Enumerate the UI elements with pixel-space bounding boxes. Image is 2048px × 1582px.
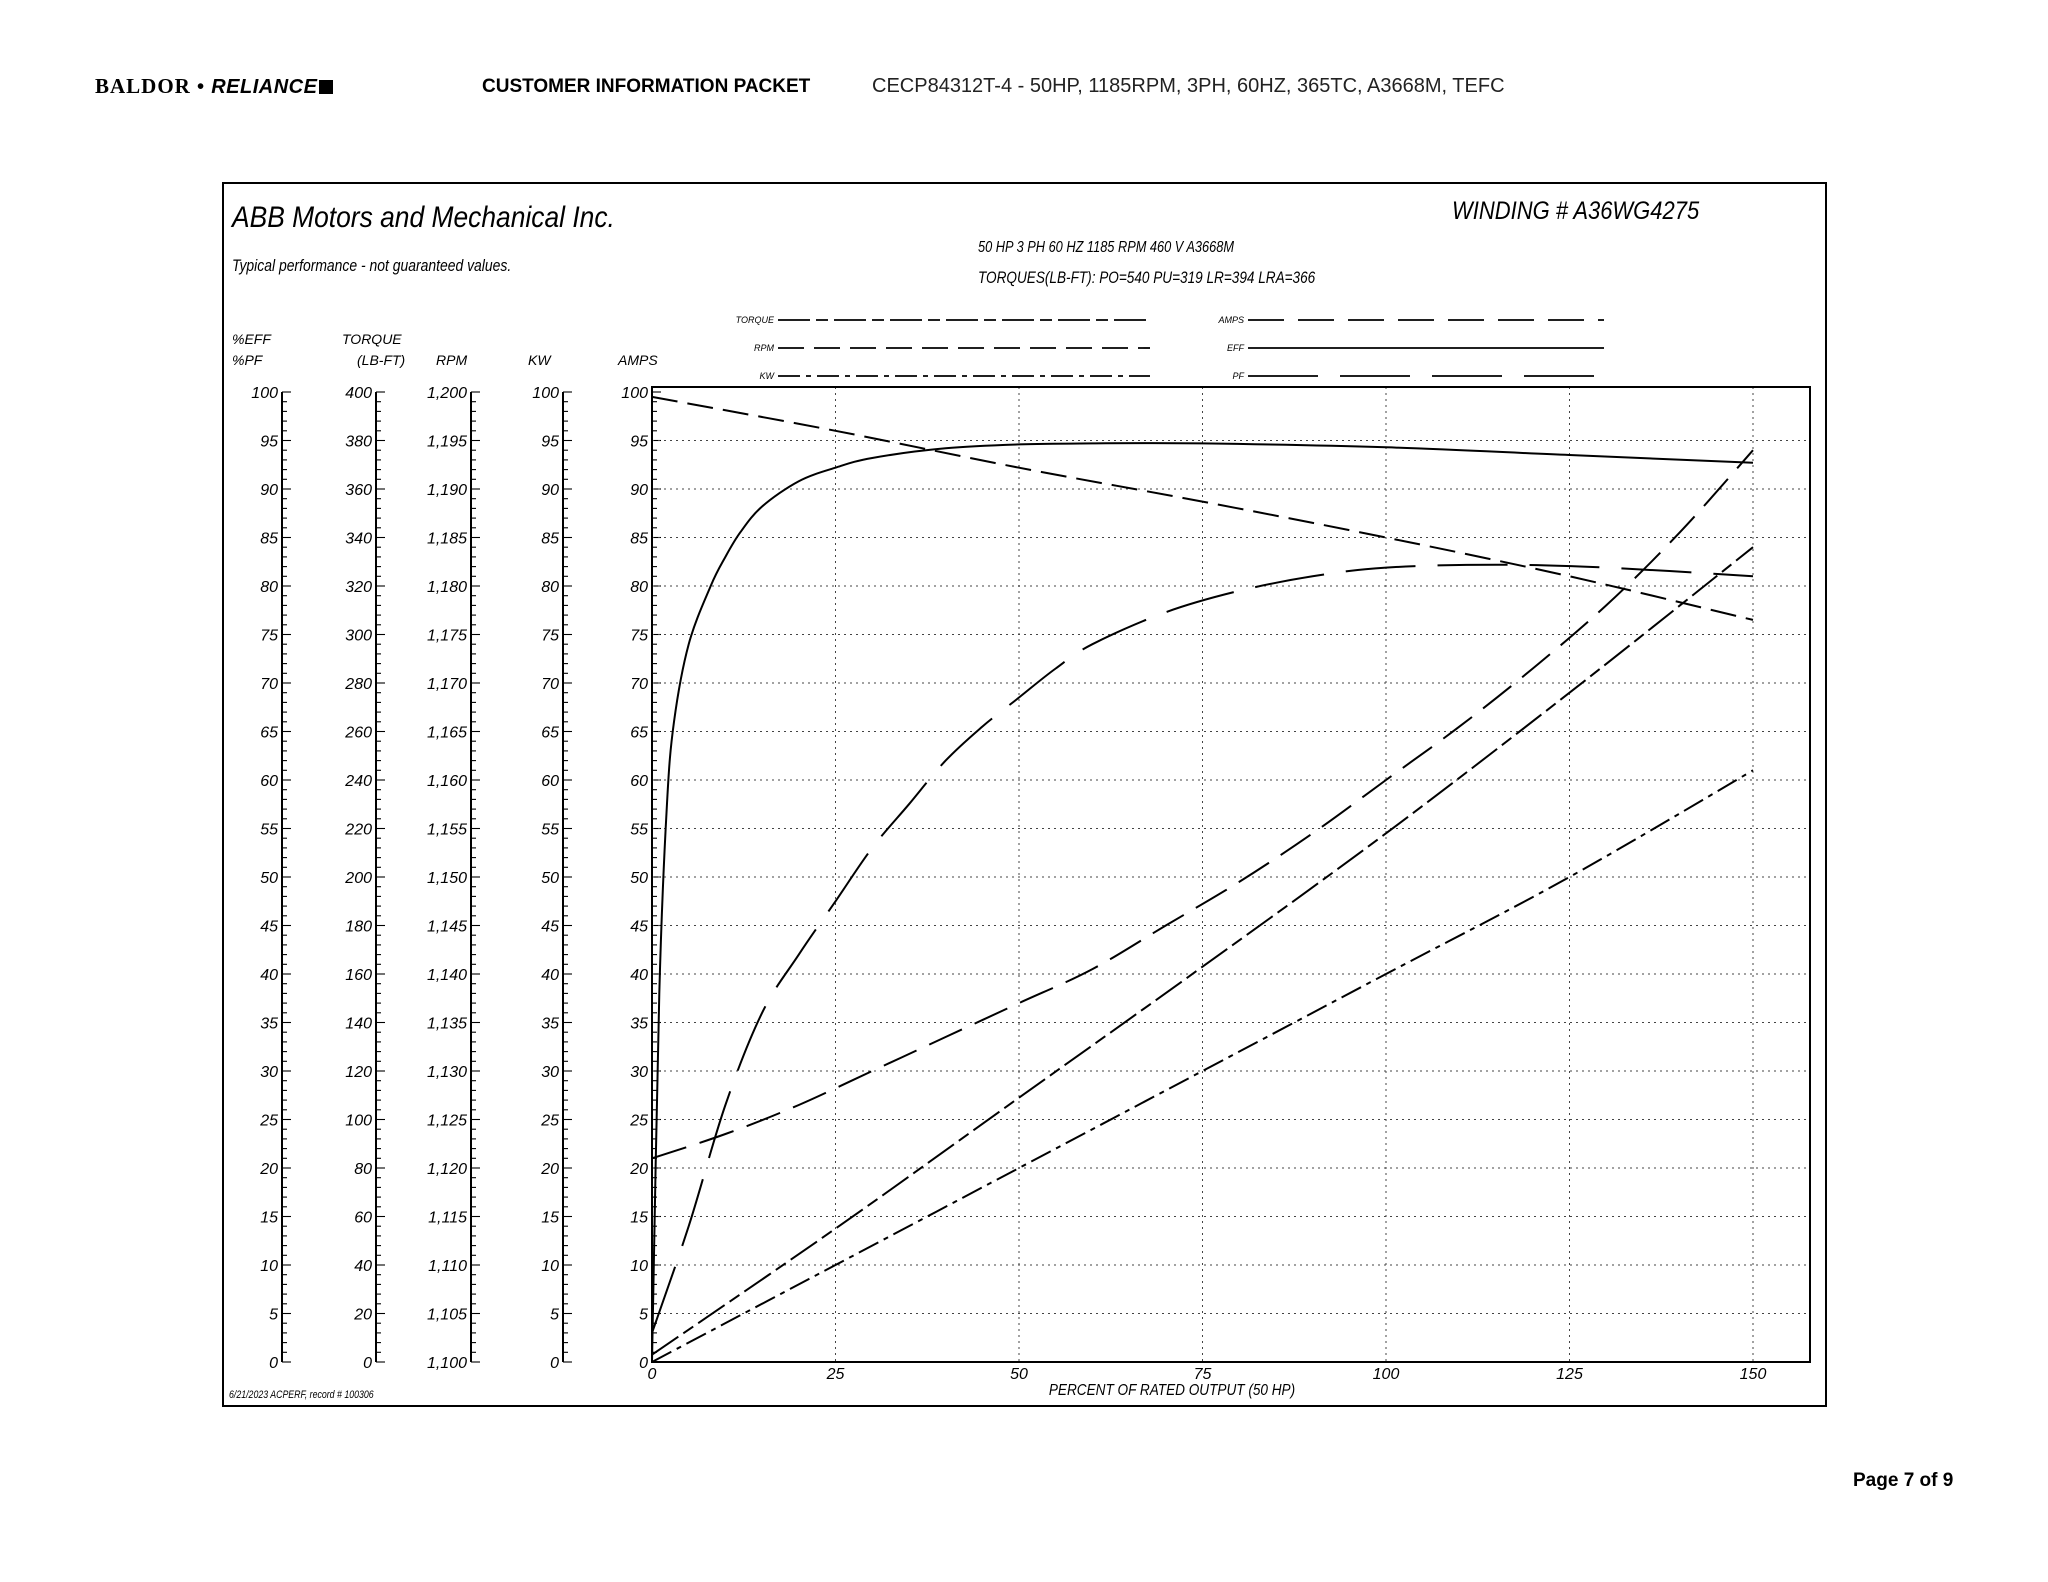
brand-mark-icon [319, 80, 333, 94]
axis-tick-label: 280 [345, 676, 372, 693]
axis-tick-label: 1,145 [426, 918, 467, 936]
axis-tick-label: 30 [630, 1064, 648, 1081]
axis-tick-label: 10 [541, 1258, 559, 1275]
axis-tick-label: 45 [630, 918, 648, 936]
legend-label-rpm: RPM [754, 343, 774, 353]
axis-tick-label: 90 [541, 482, 559, 499]
axis-tick-label: 260 [345, 724, 372, 742]
axis-tick-label: 100 [621, 385, 648, 402]
axis-tick-label: 1,100 [426, 1355, 467, 1372]
axis-tick-label: 95 [260, 433, 278, 451]
axis-tick-label: 60 [630, 773, 648, 790]
axis-tick-label: 30 [260, 1064, 278, 1081]
axis-tick-label: 80 [541, 579, 559, 596]
axis-tick-label: 80 [354, 1161, 372, 1178]
x-tick-label: 125 [1556, 1366, 1583, 1383]
axis-tick-label: 70 [260, 676, 278, 693]
axis-label: %PF [232, 352, 263, 368]
axis-tick-label: 1,165 [426, 724, 467, 742]
axis-tick-label: 15 [541, 1209, 559, 1227]
axis-tick-label: 20 [260, 1161, 278, 1178]
axis-tick-label: 200 [345, 870, 372, 887]
brand-logo [95, 74, 333, 99]
axis-tick-label: 35 [260, 1015, 278, 1033]
axis-tick-label: 65 [541, 724, 559, 742]
axis-tick-label: 240 [345, 773, 372, 790]
axis-tick-label: 180 [345, 918, 372, 936]
axis-tick-label: 5 [639, 1306, 648, 1324]
axis-label: (LB-FT) [357, 352, 406, 368]
axis-tick-label: 80 [630, 579, 648, 596]
packet-title: CUSTOMER INFORMATION PACKET [482, 76, 811, 97]
axis-tick-label: 85 [630, 530, 648, 548]
axis-tick-label: 1,185 [426, 530, 467, 548]
axis-tick-label: 0 [363, 1355, 372, 1372]
axis-tick-label: 100 [345, 1112, 372, 1130]
axis-tick-label: 40 [630, 967, 648, 984]
axis-tick-label: 35 [630, 1015, 648, 1033]
axis-tick-label: 25 [541, 1112, 559, 1130]
spec-line-2: TORQUES(LB-FT): PO=540 PU=319 LR=394 LRA=366 [978, 268, 1316, 288]
axis-tick-label: 1,140 [426, 967, 467, 984]
x-axis-title: PERCENT OF RATED OUTPUT (50 HP) [1048, 1382, 1296, 1400]
axis-tick-label: 75 [630, 627, 648, 645]
axis-tick-label: 65 [260, 724, 278, 742]
axis-tick-label: 45 [541, 918, 559, 936]
axis-tick-label: 10 [630, 1258, 648, 1275]
axis-tick-label: 45 [260, 918, 278, 936]
x-tick-label: 75 [1193, 1366, 1212, 1383]
brand-separator: • [196, 74, 206, 98]
legend-label-pf: PF [1232, 371, 1244, 381]
axis-tick-label: 85 [541, 530, 559, 548]
x-tick-label: 0 [647, 1366, 657, 1383]
axis-tick-label: 50 [541, 870, 559, 887]
axis-tick-label: 100 [532, 385, 559, 402]
axis-tick-label: 70 [541, 676, 559, 693]
axis-tick-label: 80 [260, 579, 278, 596]
axis-tick-label: 50 [260, 870, 278, 887]
axis-tick-label: 40 [260, 967, 278, 984]
chart-subtitle: Typical performance - not guaranteed values. [232, 256, 512, 276]
axis-label-top: TORQUE [342, 331, 402, 347]
axis-tick-label: 1,170 [426, 676, 467, 693]
axis-tick-label: 1,115 [428, 1209, 467, 1227]
axis-tick-label: 10 [260, 1258, 278, 1275]
axis-tick-label: 400 [345, 385, 372, 402]
x-tick-label: 100 [1372, 1366, 1400, 1383]
axis-tick-label: 120 [345, 1064, 372, 1081]
axis-label: KW [528, 352, 551, 368]
axis-tick-label: 1,190 [426, 482, 467, 499]
axis-tick-label: 40 [354, 1258, 372, 1275]
axis-tick-label: 1,180 [426, 579, 467, 596]
axis-tick-label: 1,160 [426, 773, 467, 790]
axis-tick-label: 5 [550, 1306, 559, 1324]
axis-tick-label: 320 [345, 579, 372, 596]
axis-tick-label: 1,130 [426, 1064, 467, 1081]
axis-tick-label: 95 [541, 433, 559, 451]
legend-label-amps: AMPS [1218, 315, 1244, 325]
page-number: Page 7 of 9 [1853, 1470, 1954, 1491]
axis-tick-label: 55 [260, 821, 278, 839]
axis-tick-label: 50 [630, 870, 648, 887]
axis-tick-label: 75 [260, 627, 278, 645]
axis-tick-label: 65 [630, 724, 648, 742]
brand-right: RELIANCE [211, 76, 318, 98]
axis-tick-label: 300 [345, 627, 372, 645]
axis-tick-label: 1,155 [426, 821, 467, 839]
x-tick-label: 25 [826, 1366, 845, 1383]
axis-tick-label: 60 [354, 1209, 372, 1227]
axis-label: AMPS [618, 352, 658, 368]
axis-label-top: %EFF [232, 331, 271, 347]
axis-tick-label: 1,105 [426, 1306, 467, 1324]
x-tick-label: 50 [1010, 1366, 1028, 1383]
axis-tick-label: 55 [541, 821, 559, 839]
axis-tick-label: 85 [260, 530, 278, 548]
axis-tick-label: 1,120 [426, 1161, 467, 1178]
axis-tick-label: 380 [345, 433, 372, 451]
record-stamp: 6/21/2023 ACPERF, record # 100306 [229, 1389, 374, 1402]
axis-tick-label: 1,150 [426, 870, 467, 887]
model-description: CECP84312T-4 - 50HP, 1185RPM, 3PH, 60HZ, 365TC, A3668M, TEFC [872, 75, 1505, 97]
axis-tick-label: 25 [260, 1112, 278, 1130]
company-name: ABB Motors and Mechanical Inc. [232, 199, 615, 234]
axis-label: RPM [436, 352, 468, 368]
axis-tick-label: 30 [541, 1064, 559, 1081]
axis-tick-label: 1,195 [426, 433, 467, 451]
axis-tick-label: 20 [630, 1161, 648, 1178]
axis-tick-label: 1,200 [426, 385, 467, 402]
axis-tick-label: 360 [345, 482, 372, 499]
axis-tick-label: 75 [541, 627, 559, 645]
axis-tick-label: 15 [260, 1209, 278, 1227]
axis-tick-label: 25 [630, 1112, 648, 1130]
axis-tick-label: 20 [541, 1161, 559, 1178]
axis-tick-label: 35 [541, 1015, 559, 1033]
legend-label-eff: EFF [1227, 343, 1244, 353]
axis-tick-label: 95 [630, 433, 648, 451]
brand-left: BALDOR [95, 74, 191, 98]
axis-tick-label: 70 [630, 676, 648, 693]
axis-tick-label: 55 [630, 821, 648, 839]
performance-chart [222, 182, 1828, 1408]
winding-number: WINDING # A36WG4275 [1452, 196, 1700, 225]
axis-tick-label: 60 [260, 773, 278, 790]
axis-tick-label: 0 [639, 1355, 648, 1372]
axis-tick-label: 90 [630, 482, 648, 499]
axis-tick-label: 160 [345, 967, 372, 984]
axis-tick-label: 1,135 [426, 1015, 467, 1033]
axis-tick-label: 60 [541, 773, 559, 790]
legend-label-kw: KW [759, 371, 774, 381]
axis-tick-label: 1,175 [426, 627, 467, 645]
legend-label-torque: TORQUE [735, 315, 774, 325]
axis-tick-label: 100 [251, 385, 278, 402]
axis-tick-label: 15 [630, 1209, 648, 1227]
x-tick-label: 150 [1739, 1366, 1767, 1383]
axis-tick-label: 220 [345, 821, 372, 839]
axis-tick-label: 0 [550, 1355, 559, 1372]
axis-tick-label: 40 [541, 967, 559, 984]
spec-line-1: 50 HP 3 PH 60 HZ 1185 RPM 460 V A3668M [978, 238, 1235, 257]
axis-tick-label: 20 [354, 1306, 372, 1324]
axis-tick-label: 1,110 [428, 1258, 467, 1275]
axis-tick-label: 140 [345, 1015, 372, 1033]
axis-tick-label: 90 [260, 482, 278, 499]
axis-tick-label: 5 [269, 1306, 278, 1324]
axis-tick-label: 0 [269, 1355, 278, 1372]
axis-tick-label: 340 [345, 530, 372, 548]
axis-tick-label: 1,125 [426, 1112, 467, 1130]
